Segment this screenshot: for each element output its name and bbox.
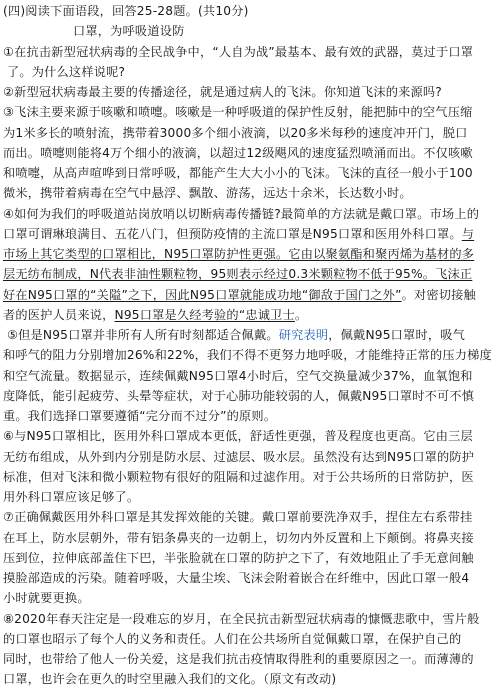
- paragraph-line: [3, 305, 501, 325]
- paragraph-line: ②新型冠状病毒最主要的传播途径，就是通过病人的飞沫。你知道飞沫的来源吗?: [3, 85, 442, 99]
- passage-title: 口罩，为呼吸道设防: [73, 24, 185, 39]
- paragraph-line: 和呼气的阻力分别增加26%和22%，我们不得不更努力地呼吸，才能维持正常的压力梯度: [3, 348, 492, 363]
- text-span: 。对密切接触: [401, 287, 476, 302]
- paragraph-line: 在耳上，防水层朝外，带有铝条鼻夹的一边朝上，切勿内外反置和上下颠倒。将鼻夹接: [3, 530, 474, 545]
- paragraph-line: 用外科口罩应该足够了。: [3, 490, 140, 504]
- paragraph-line: ③飞沫主要来源于咳嗽和喷嚏。咳嗽是一种呼吸道的保护性反射，能把肺中的空气压缩: [3, 105, 473, 120]
- paragraph-line: 了。为什么这样说呢?: [7, 64, 126, 79]
- paragraph-line: [3, 325, 501, 345]
- paragraph-line: [3, 285, 501, 305]
- paragraph-line: 度降低，能引起疲劳、头晕等症状，对于心肺功能较弱的人，佩戴N95口罩时不可不慎: [3, 388, 475, 403]
- underlined-sentence: 市场上其它类型的口罩相比，N95口罩防护性更强。它由以聚氨酯和聚丙烯为基材的多: [3, 247, 475, 261]
- paragraph-line: 无纺布组成，从外到内分别是防水层、过滤层、吸水层。虽然没有达到N95口罩的防护: [3, 449, 475, 464]
- paragraph-line: 标准，但对飞沫和微小颗粒物有很好的阻隔和过滤作用。对于公共场所的日常防护，医: [3, 469, 474, 484]
- paragraph-line: [3, 224, 501, 244]
- text-span: ⑤但是N95口罩并非所有人所有时刻都适合佩戴。: [7, 328, 279, 342]
- paragraph-line: 同时，也带给了他人一份关爱，这是我们抗击疫情取得胜利的重要原因之一。而薄薄的: [3, 652, 474, 666]
- question-header: (四)阅读下面语段，回答25-28题。(共10分): [3, 4, 249, 18]
- underlined-sentence: 层无纺布制成，N代表非油性颗粒物，95则表示经过0.3米颗粒物不低于95%。飞沫正: [3, 267, 473, 282]
- text-span: 者的医护人员来说，: [3, 307, 115, 322]
- paragraph-line: [3, 264, 501, 284]
- paragraph-line: 口罩，也许会在更久的时空里融入我们的文化。（原文有改动): [3, 672, 337, 687]
- paragraph-line: ⑧2020年春天注定是一段难忘的岁月，在全民抗击新型冠状病毒的慷慨悲歌中，雪片般: [3, 611, 480, 626]
- paragraph-line: 小时就要更换。: [3, 591, 90, 606]
- paragraph-line: [3, 244, 501, 264]
- paragraph-line: 和喷嚏，从高声喧哗到日常呼吸，都能产生大大小小的飞沫。飞沫的直径一般小于100: [3, 166, 473, 180]
- underlined-phrase: N95口罩是久经考验的“忠诚卫士: [114, 307, 295, 322]
- paragraph-line: 重。我们选择口罩要遵循“完分而不过分”的原则。: [3, 409, 277, 423]
- paragraph-line: ①在抗击新型冠状病毒的全民战争中，“人自为战”最基本、最有效的武器，莫过于口罩: [3, 44, 474, 59]
- paragraph-line: ⑥与N95口罩相比，医用外科口罩成本更低，舒适性更强，普及程度也更高。它由三层: [3, 429, 473, 444]
- highlighted-phrase: 研究表明: [278, 328, 329, 342]
- paragraph-line: 为1米多长的喷射流，携带着3000多个细小液滴，以20多米每秒的速度冲开门，脱口: [3, 125, 468, 140]
- paragraph-line: 压到位，拉伸底部盖住下巴，半张脸就在口罩的防护之下了，有效地阻止了手无意间触: [3, 550, 474, 565]
- paragraph-line: 摸脸部造成的污染。随着呼吸，大量尘埃、飞沫会附着嵌合在纤维中，因此口罩一般4: [3, 571, 470, 585]
- paragraph-line: ⑦正确佩戴医用外科口罩是其发挥效能的关键。戴口罩前要洗净双手，捏住左右系带挂: [3, 510, 473, 525]
- text-span: ，佩戴N95口罩时，吸气: [328, 328, 465, 342]
- paragraph-line: 微米，携带着病毒在空气中悬浮、飘散、游荡，远达十余米，长达数小时。: [3, 186, 412, 201]
- text-span: 。: [294, 307, 308, 322]
- underlined-sentence: 与: [461, 226, 475, 241]
- paragraph-line: 和空气流量。数据显示，连续佩戴N95口罩4小时后，空气交换量减少37%，血氧饱和: [3, 368, 473, 383]
- paragraph-line: 的口罩也昭示了每个人的义务和责任。人们在公共场所自觉佩戴口罩，在保护自己的: [3, 631, 462, 646]
- paragraph-line: ④如何为我们的呼吸道站岗放哨以切断病毒传播链?最简单的方法就是戴口罩。市场上的: [3, 206, 480, 221]
- paragraph-line: 而出。喷嚏则能将4万个细小的液滴，以超过12级飓风的速度猛烈喷涌而出。不仅咳嗽: [3, 145, 473, 160]
- underlined-sentence: 好在N95口罩的“关隘”之下，因此N95口罩就能成功地“御敌于国门之外”: [3, 287, 402, 302]
- text-span: 口罩可谓琳琅满目、五花八门，但预防疫情的主流口罩是N95口罩和医用外科口罩。: [3, 226, 462, 241]
